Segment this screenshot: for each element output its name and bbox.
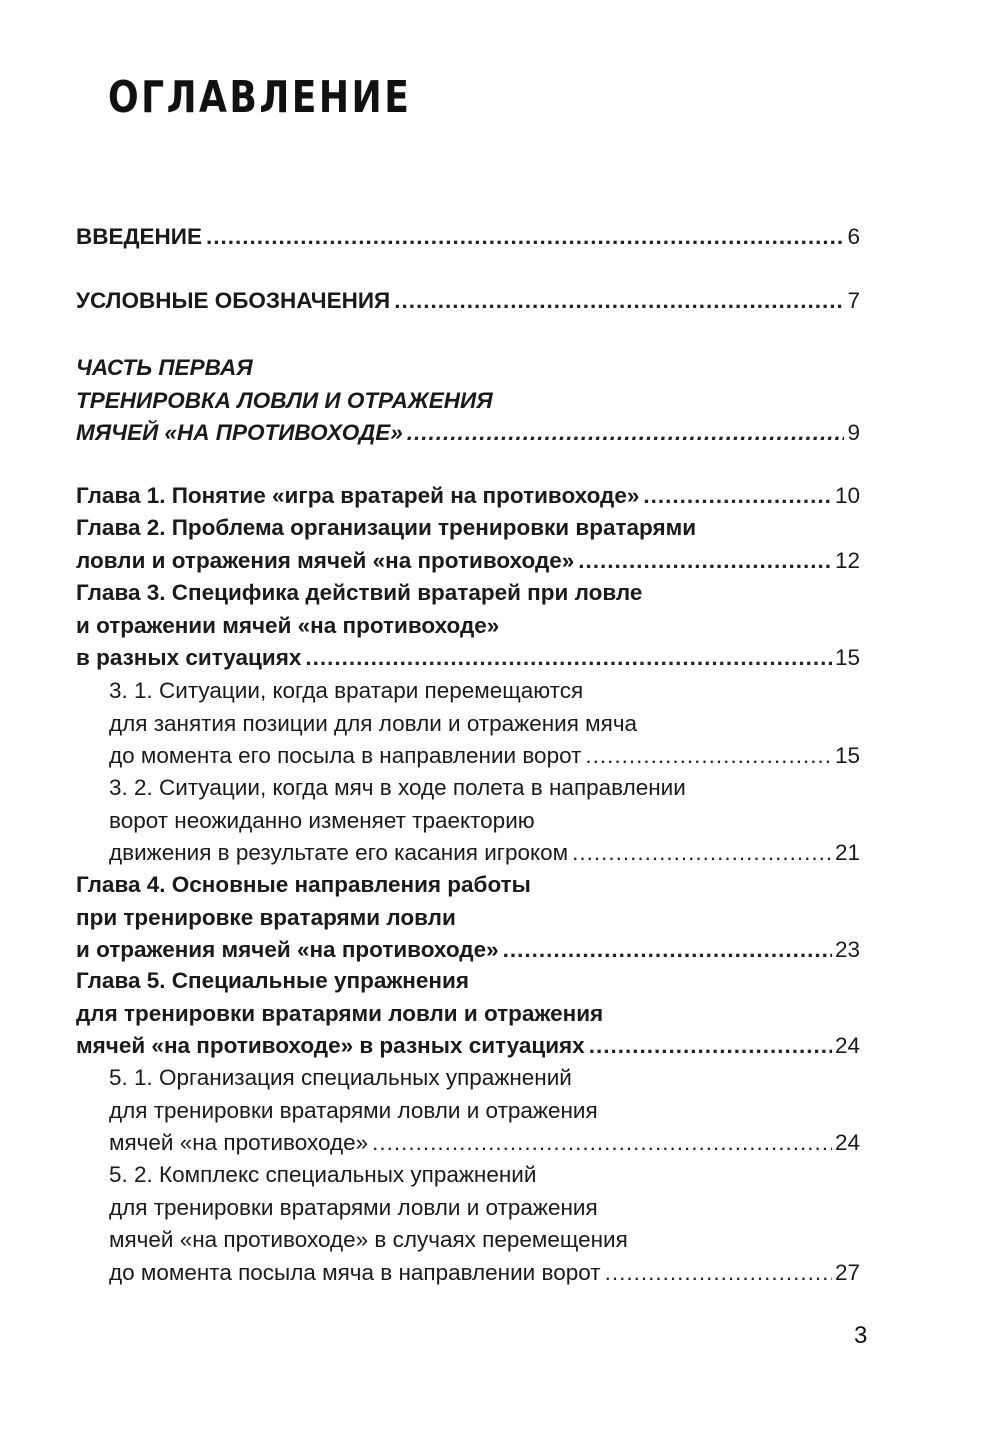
toc-page-number: 6 — [847, 224, 860, 249]
toc-page-number: 23 — [834, 937, 860, 962]
toc-entry-line: Глава 4. Основные направления работы — [76, 872, 531, 897]
toc-entry-section-3-2[interactable] — [109, 772, 860, 870]
toc-entry-line: ТРЕНИРОВКА ЛОВЛИ И ОТРАЖЕНИЯ — [76, 387, 493, 413]
dot-leader — [407, 417, 845, 450]
dot-leader — [589, 1030, 832, 1063]
toc-entry-part-one[interactable] — [76, 352, 860, 450]
toc-page-number: 15 — [834, 645, 860, 670]
toc-entry-section-5-2[interactable] — [109, 1159, 860, 1289]
dot-leader — [305, 642, 832, 675]
toc-page-number: 21 — [834, 840, 860, 865]
toc-entry-legend[interactable] — [76, 285, 860, 318]
toc-entry-line: 5. 2. Комплекс специальных упражнений — [109, 1162, 537, 1187]
toc-entry-line: и отражении мячей «на противоходе» — [76, 612, 500, 638]
toc-entry-line: ЧАСТЬ ПЕРВАЯ — [76, 355, 253, 380]
toc-entry-line: Глава 5. Специальные упражнения — [76, 968, 469, 993]
page-number: 3 — [854, 1322, 868, 1349]
page-title: ОГЛАВЛЕНИЕ — [108, 72, 412, 123]
toc-page-number: 15 — [834, 743, 860, 768]
toc-entry-line: 3. 2. Ситуации, когда мяч в ходе полета в направлении — [109, 775, 686, 800]
dot-leader — [394, 285, 844, 318]
toc-page-number: 24 — [834, 1130, 860, 1155]
toc-entry-title: мячей «на противоходе» — [109, 1130, 369, 1155]
toc-entry-line: мячей «на противоходе» в случаях перемещения — [109, 1227, 628, 1252]
toc-entry-title: до момента его посыла в направлении ворот — [109, 743, 582, 768]
toc-entry-chapter-2[interactable] — [76, 512, 860, 577]
toc-entry-chapter-5[interactable] — [76, 965, 860, 1063]
dot-leader — [585, 740, 832, 773]
toc-entry-line: при тренировке вратарями ловли — [76, 904, 456, 930]
toc-entry-introduction[interactable] — [76, 221, 860, 254]
toc-page-number: 9 — [847, 420, 860, 445]
dot-leader — [578, 545, 832, 578]
toc-entry-title: ловли и отражения мячей «на противоходе» — [76, 547, 575, 573]
toc-entry-title: УСЛОВНЫЕ ОБОЗНАЧЕНИЯ — [76, 288, 391, 313]
toc-entry-line: для занятия позиции для ловли и отражения мяча — [109, 710, 638, 736]
toc-page-number: 27 — [834, 1259, 860, 1285]
toc-entry-line: для тренировки вратарями ловли и отражения — [109, 1194, 598, 1220]
toc-entry-title: Глава 1. Понятие «игра вратарей на противоходе» — [76, 483, 640, 508]
toc-entry-chapter-3[interactable] — [76, 577, 860, 675]
toc-page-number: 10 — [834, 483, 860, 508]
toc-entry-section-5-1[interactable] — [109, 1062, 860, 1160]
dot-leader — [643, 480, 832, 513]
toc-entry-line: Глава 3. Специфика действий вратарей при ловле — [76, 580, 643, 605]
toc-page-number: 7 — [847, 288, 860, 313]
toc-page-number: 12 — [834, 547, 860, 573]
toc-entry-title: мячей «на противоходе» в разных ситуациях — [76, 1033, 585, 1058]
toc-entry-chapter-4[interactable] — [76, 869, 860, 967]
dot-leader — [206, 221, 845, 254]
toc-entry-line: для тренировки вратарями ловли и отражения — [109, 1097, 598, 1123]
toc-entry-title: и отражения мячей «на противоходе» — [76, 937, 499, 962]
toc-entry-line: для тренировки вратарями ловли и отражения — [76, 1000, 604, 1026]
toc-entry-title: в разных ситуациях — [76, 645, 302, 670]
toc-entry-line: ворот неожиданно изменяет траекторию — [109, 807, 535, 833]
toc-entry-title: движения в результате его касания игроком — [109, 840, 569, 865]
toc-entry-line: 3. 1. Ситуации, когда вратари перемещаются — [109, 678, 584, 703]
dot-leader — [572, 837, 832, 870]
toc-entry-title: ВВЕДЕНИЕ — [76, 224, 202, 249]
toc-entry-title: до момента посыла мяча в направлении ворот — [109, 1259, 601, 1285]
toc-entry-chapter-1[interactable] — [76, 480, 860, 513]
toc-page-number: 24 — [834, 1033, 860, 1058]
toc-entry-line: 5. 1. Организация специальных упражнений — [109, 1065, 572, 1090]
toc-entry-line: Глава 2. Проблема организации тренировки вратарями — [76, 515, 697, 540]
dot-leader — [503, 934, 832, 967]
toc-entry-title: МЯЧЕЙ «НА ПРОТИВОХОДЕ» — [76, 420, 403, 445]
toc-entry-section-3-1[interactable] — [109, 675, 860, 773]
dot-leader — [372, 1127, 832, 1160]
dot-leader — [605, 1257, 832, 1290]
